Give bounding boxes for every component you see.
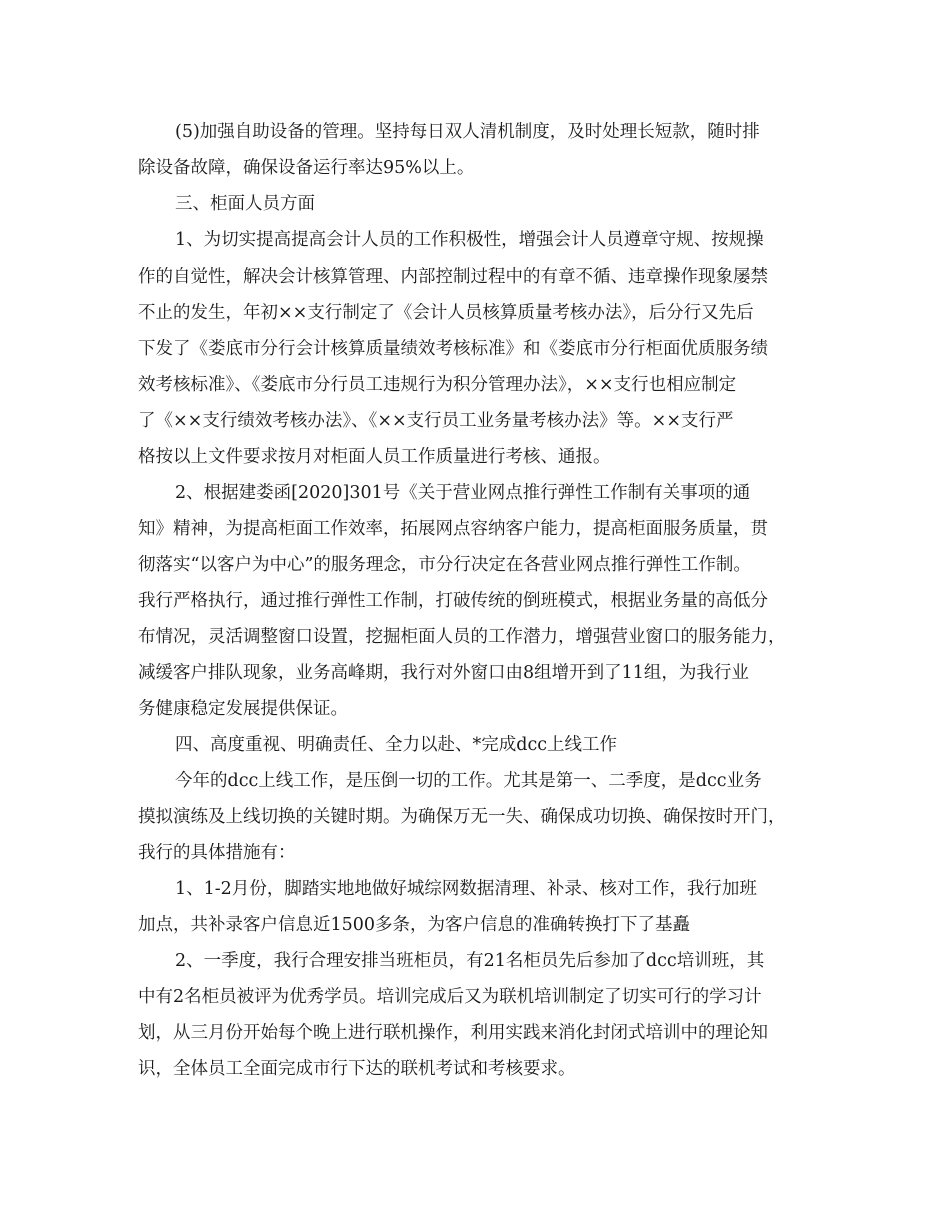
text-line: 我行严格执行，通过推行弹性工作制，打破传统的倒班模式，根据业务量的高低分 <box>138 591 768 611</box>
section-heading: 三、柜面人员方面 <box>175 194 315 214</box>
text-line: 格按以上文件要求按月对柜面人员工作质量进行考核、通报。 <box>138 447 611 467</box>
text-line: 2、一季度，我行合理安排当班柜员，有21名柜员先后参加了dcc培训班，其 <box>175 951 765 971</box>
text-line: 中有2名柜员被评为优秀学员。培训完成后又为联机培训制定了切实可行的学习计 <box>138 987 762 1007</box>
text-line: 识，全体员工全面完成市行下达的联机考试和考核要求。 <box>138 1059 576 1079</box>
text-line: 效考核标准》、《娄底市分行员工违规行为积分管理办法》，××支行也相应制定 <box>138 375 737 395</box>
text-line: 彻落实“以客户为中心”的服务理念，市分行决定在各营业网点推行弹性工作制。 <box>138 555 751 575</box>
text-line: 加点，共补录客户信息近1500多条，为客户信息的准确转换打下了基矗 <box>138 915 691 935</box>
text-line: 我行的具体措施有： <box>138 843 296 863</box>
text-line: 2、根据建娄函[2020]301号《关于营业网点推行弹性工作制有关事项的通 <box>175 483 751 503</box>
text-line: 务健康稳定发展提供保证。 <box>138 699 348 719</box>
text-line: 知》精神，为提高柜面工作效率，拓展网点容纳客户能力，提高柜面服务质量，贯 <box>138 519 768 539</box>
text-line: (5)加强自助设备的管理。坚持每日双人清机制度，及时处理长短款，随时排 <box>175 122 760 142</box>
text-line: 1、1-2月份，脚踏实地地做好城综网数据清理、补录、核对工作，我行加班 <box>175 879 757 899</box>
text-line: 作的自觉性，解决会计核算管理、内部控制过程中的有章不循、违章操作现象屡禁 <box>138 267 768 287</box>
text-line: 不止的发生，年初××支行制定了《会计人员核算质量考核办法》，后分行又先后 <box>138 303 754 323</box>
text-line: 了《××支行绩效考核办法》、《××支行员工业务量考核办法》等。××支行严 <box>138 411 734 431</box>
text-line: 下发了《娄底市分行会计核算质量绩效考核标准》和《娄底市分行柜面优质服务绩 <box>138 339 768 359</box>
text-line: 1、为切实提高提高会计人员的工作积极性，增强会计人员遵章守规、按规操 <box>175 230 764 250</box>
text-line: 今年的dcc上线工作，是压倒一切的工作。尤其是第一、二季度，是dcc业务 <box>175 771 762 791</box>
text-line: 除设备故障，确保设备运行率达95%以上。 <box>138 158 475 178</box>
text-line: 布情况，灵活调整窗口设置，挖掘柜面人员的工作潜力，增强营业窗口的服务能力， <box>138 627 786 647</box>
text-line: 划，从三月份开始每个晚上进行联机操作，利用实践来消化封闭式培训中的理论知 <box>138 1023 768 1043</box>
text-line: 摸拟演练及上线切换的关键时期。为确保万无一失、确保成功切换、确保按时开门， <box>138 807 786 827</box>
text-line: 减缓客户排队现象，业务高峰期，我行对外窗口由8组增开到了11组，为我行业 <box>138 663 749 683</box>
section-heading: 四、高度重视、明确责任、全力以赴、*完成dcc上线工作 <box>175 735 618 755</box>
